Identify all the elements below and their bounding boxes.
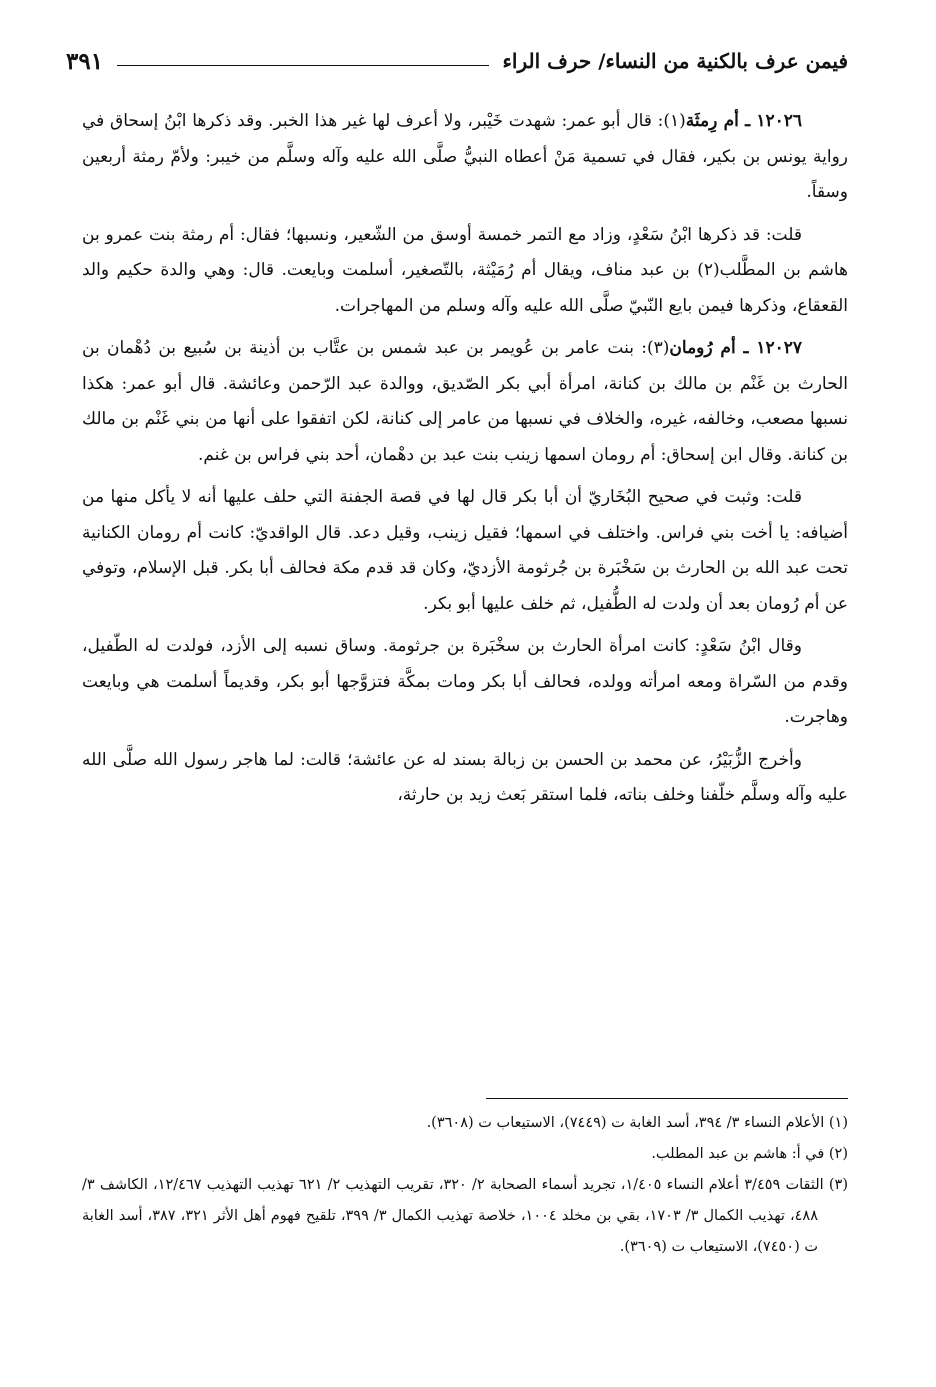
paragraph bbox=[82, 743, 848, 814]
paragraph-text: (٣): بنت عامر بن عُويمر بن عبد شمس بن عتَّاب بن أذينة بن سُبيع بن دُهْمان بن الحارث بن غَنْم بن مالك بن كنانة، امرأة أبي بكر الصّديق، ووالدة عبد الرّحمن وعائشة. قال أبو عمر: هكذا نسبها مصعب، وخالفه، غيره، والخلاف في نسبها من عامر إلى كنانة، لكن اتفقوا على أنها من بني غَنْم بن مالك بن كنانة. وقال ابن إسحاق: أم رومان اسمها زينب بنت عبد بن دهْمان، أحد بني فراس بن غنم. bbox=[82, 338, 848, 465]
paragraph-entry-12027 bbox=[82, 331, 848, 473]
footnote-1: (١) الأعلام النساء ٣/ ٣٩٤، أسد الغابة ت (٧٤٤٩)، الاستيعاب ت (٣٦٠٨). bbox=[426, 1115, 848, 1131]
paragraph-entry-12026 bbox=[82, 104, 848, 211]
paragraph-text: وأخرج الزُّبَيْرُ، عن محمد بن الحسن بن زبالة بسند له عن عائشة؛ قالت: لما هاجر رسول الله صلَّى الله عليه وآله وسلَّم خلّفنا وخلف بناته، فلما استقر بَعث زيد بن حارثة، bbox=[82, 749, 848, 805]
entry-heading: ١٢٠٢٧ ـ أم رُومان bbox=[669, 338, 802, 358]
header-rule bbox=[117, 65, 488, 66]
running-title: فيمن عرف بالكنية من النساء/ حرف الراء bbox=[502, 49, 848, 73]
main-text bbox=[82, 104, 848, 821]
paragraph-text: وقال ابْنُ سَعْدٍ: كانت امرأة الحارث بن سخْبَرة بن جرثومة. وساق نسبه إلى الأزد، فولدت له الطّفيل، وقدم من السّراة ومعه امرأته وولده، فحالف أبا بكر ومات بمكَّة فتزوَّجها أبو بكر، وقديماً أسلمت هي وبايعت وهاجرت. bbox=[82, 636, 848, 727]
footnote-3: (٣) الثقات ٣/٤٥٩ أعلام النساء ١/٤٠٥، تجريد أسماء الصحابة ٢/ ٣٢٠، تقريب التهذيب ٢/ ٦٢١ تهذيب التهذيب ١٢/٤٦٧، الكاشف ٣/ ٤٨٨، تهذيب الكمال ٣/ ١٧٠٣، بقي بن مخلد ١٠٠٤، خلاصة تهذيب الكمال ٣/ ٣٩٩، تلقيح فهوم أهل الأثر ٣٢١، ٣٨٧، أسد الغابة ت (٧٤٥٠)، الاستيعاب ت (٣٦٠٩). bbox=[82, 1177, 848, 1255]
paragraph bbox=[82, 629, 848, 736]
entry-heading: ١٢٠٢٦ ـ أم رِمثَة bbox=[685, 111, 802, 131]
page-number: ٣٩١ bbox=[66, 47, 104, 75]
paragraph bbox=[82, 218, 848, 325]
footnote-separator bbox=[486, 1098, 848, 1099]
paragraph-text: قلت: قد ذكرها ابْنُ سَعْدٍ، وزاد مع التمر خمسة أوسق من الشّعير، ونسبها؛ فقال: أم رمثة بنت عمرو بن هاشم بن المطَّلب(٢) بن عبد مناف، ويقال أم رُمَيْثة، بالتّصغير، أسلمت وبايعت. قال: وهي والدة حكيم والد القعقاع، وذكرها فيمن بايع النّبيّ صلَّى الله عليه وآله وسلم من المهاجرات. bbox=[82, 224, 849, 316]
paragraph-text: (١): قال أبو عمر: شهدت خَيْبر، ولا أعرف لها غير هذا الخبر. وقد ذكرها ابْنُ إسحاق في رواية يونس بن بكير، فقال في تسمية مَنْ أعطاه النبيُّ صلَّى الله عليه وآله وسلَّم من خيبر: ولأمّ رمثة أربعين وسقاً. bbox=[82, 111, 848, 202]
footnote-2: (٢) في أ: هاشم بن عبد المطلب. bbox=[651, 1146, 848, 1162]
paragraph bbox=[82, 480, 848, 622]
page-header bbox=[66, 44, 848, 78]
paragraph-text: قلت: وثبت في صحيح البُخَاريّ أن أبا بكر قال لها في قصة الجفنة التي حلف عليها أنه لا يأكل منها من أضيافه: يا أخت بني فراس. واختلف في اسمها؛ فقيل زينب، وقيل دعد. قال الواقديّ: كانت أم رومان الكنانية تحت عبد الله بن الحارث بن سَخْبَرة بن جُرثومة الأزديّ، وكان قد قدم مكة فحالف أبا بكر. قبل الإسلام، وتوفي عن أم رُومان بعد أن ولدت له الطُّفيل، ثم خلف عليها أبو بكر. bbox=[82, 487, 848, 614]
footnotes bbox=[82, 1108, 848, 1263]
